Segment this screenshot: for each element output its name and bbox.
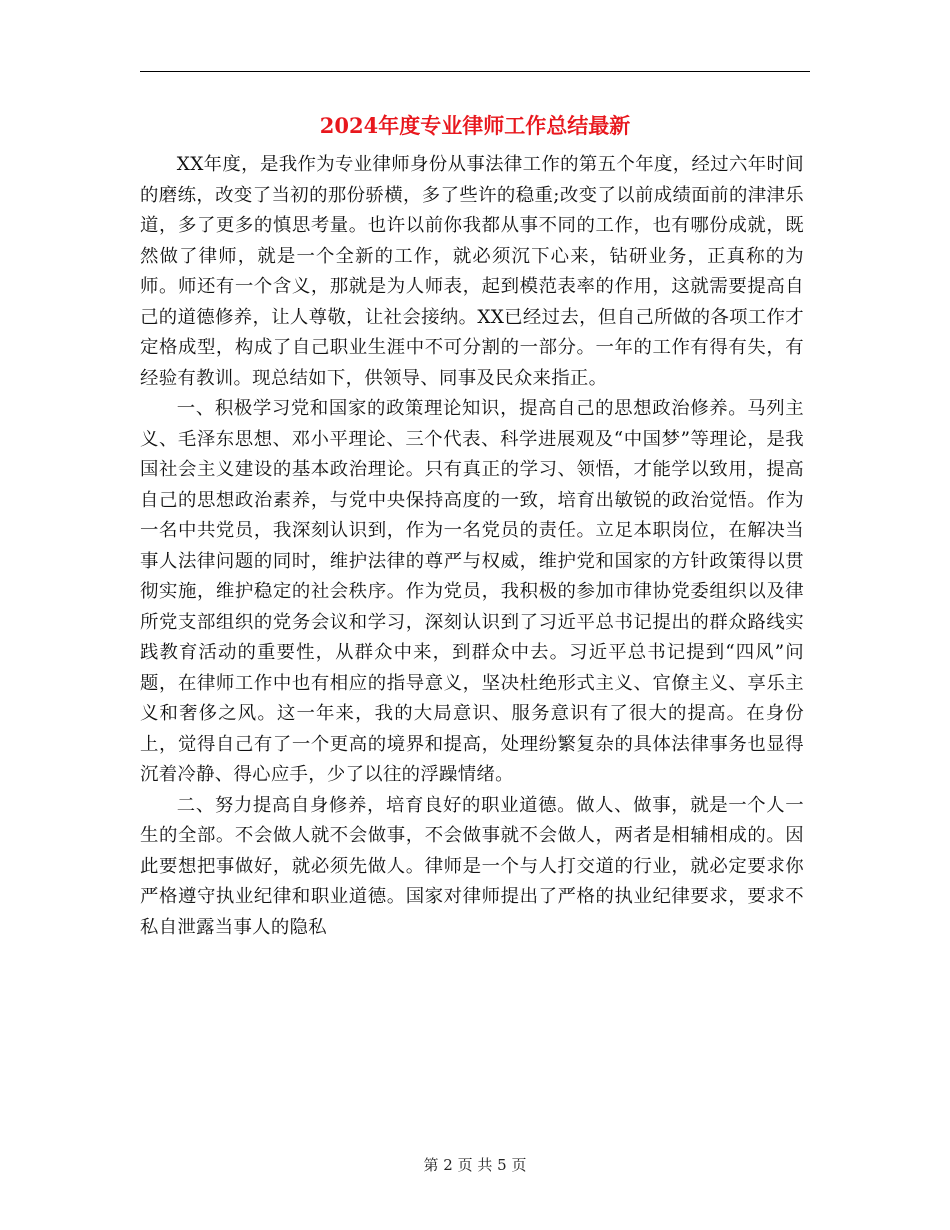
- document-title: 2024年度专业律师工作总结最新: [319, 113, 631, 138]
- intro-paragraph: XX年度，是我作为专业律师身份从事法律工作的第五个年度，经过六年时间的磨练，改变了当初的那份骄横，多了些许的稳重;改变了以前成绩面前的津津乐道，多了更多的慎思考量。也许以前你我都从事不同的工作，也有哪份成就，既然做了律师，就是一个全新的工作，就必须沉下心来，钻研业务，正真称的为师。师还有一个含义，那就是为人师表，起到模范表率的作用，这就需要提高自己的道德修养，让人尊敬，让社会接纳。XX已经过去，但自己所做的各项工作才定格成型，构成了自己职业生涯中不可分割的一部分。一年的工作有得有失，有经验有教训。现总结如下，供领导、同事及民众来指正。: [140, 154, 804, 389]
- header-rule: [140, 71, 810, 72]
- section-one-paragraph: 一、积极学习党和国家的政策理论知识，提高自己的思想政治修养。马列主义、毛泽东思想、邓小平理论、三个代表、科学进展观及“中国梦”等理论，是我国社会主义建设的基本政治理论。只有真正的学习、领悟，才能学以致用，提高自己的思想政治素养，与党中央保持高度的一致，培育出敏锐的政治觉悟。作为一名中共党员，我深刻认识到，作为一名党员的责任。立足本职岗位，在解决当事人法律问题的同时，维护法律的尊严与权威，维护党和国家的方针政策得以贯彻实施，维护稳定的社会秩序。作为党员，我积极的参加市律协党委组织以及律所党支部组织的党务会议和学习，深刻认识到了习近平总书记提出的群众路线实践教育活动的重要性，从群众中来，到群众中去。习近平总书记提到“四风”问题，在律师工作中也有相应的指导意义，坚决杜绝形式主义、官僚主义、享乐主义和奢侈之风。这一年来，我的大局意识、服务意识有了很大的提高。在身份上，觉得自己有了一个更高的境界和提高，处理纷繁复杂的具体法律事务也显得沉着冷静、得心应手，少了以往的浮躁情绪。: [140, 398, 804, 785]
- page-number: 第 2 页 共 5 页: [423, 1156, 527, 1174]
- document-body: [140, 150, 804, 943]
- section-two-paragraph: 二、努力提高自身修养，培育良好的职业道德。做人、做事，就是一个人一生的全部。不会做人就不会做事，不会做事就不会做人，两者是相辅相成的。因此要想把事做好，就必须先做人。律师是一个与人打交道的行业，就必定要求你严格遵守执业纪律和职业道德。国家对律师提出了严格的执业纪律要求，要求不私自泄露当事人的隐私: [140, 794, 804, 938]
